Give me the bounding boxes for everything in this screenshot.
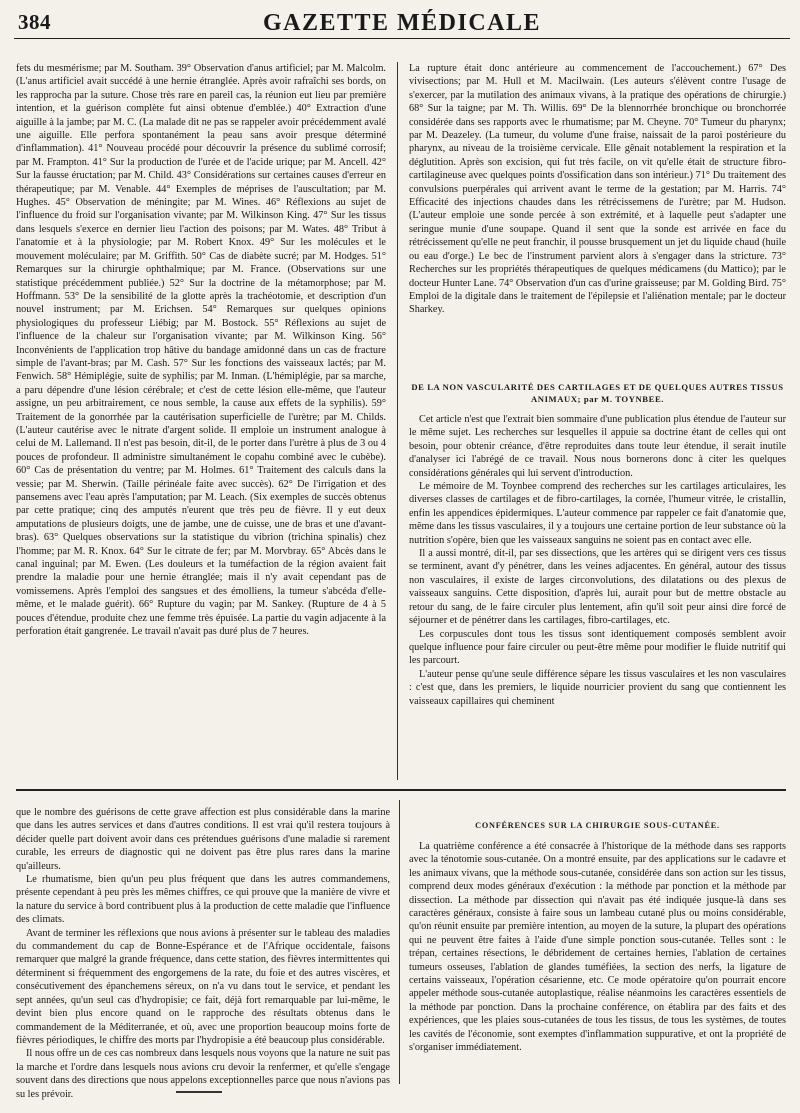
section-heading: CONFÉRENCES SUR LA CHIRURGIE SOUS-CUTANÉE.	[475, 821, 720, 830]
article-paragraph: Cet article n'est que l'extrait bien sommaire d'une publication plus étendue de l'auteur sur le même sujet. Les recherches sur lesquelles il appuie sa doctrine étant de celles qui ont besoin, pour obtenir créance, d'être reproduites dans toute leur étendue, il serait inutile d'analyser ici l'abrégé de ce travail. Nous nous bornerons donc à citer les quelques considérations générales qui lui servent d'introduction.	[409, 414, 786, 479]
horizontal-divider	[16, 789, 786, 791]
article-paragraph: La quatrième conférence a été consacrée à l'historique de la méthode dans ses rapports avec la ténotomie sous-cutanée. On a montré ensuite, par des applications sur le cadavre et les animaux vivans, que la méthode sous-cutanée, considérée dans son action sur les tissus, comprend deux modes généraux d'exécution : la méthode par ponction et la méthode par dissection. La méthode par dissection qui n'avait pas été indiquée jusque-là dans ses caractères généraux, consiste à faire sous un lambeau cutané plus ou moins considérable, qu'on réunit ensuite par première intention, au moyen de la suture, la plupart des opérations qui ne peuvent être faites à l'aide d'une simple ponction sous-cutanée. Telles sont : le trépan, certaines résections, le débridement de certaines hernies, l'ablation de certaines tumeurs osseuses, l'ablation de glandes tuméfiées, la section des nerfs, la ligature de certains vaisseaux, l'opération césarienne, etc. Ce mode opératoire qu'on pourrait encore appeler méthode sous-cutanée autoplastique, réalise néanmoins les caractères essentiels de la méthode par ponction. Dans la prochaine conférence, on établira par des faits et des expériences, que les plaies sous-cutanées de tous les tissus, de tous les systèmes, de toutes les cavités de l'économie, sont exemptes d'inflammation suppurative, et ont la propriété de s'organiser immédiatement.	[409, 841, 786, 1054]
column-divider	[399, 800, 400, 1084]
column-top-right	[409, 62, 786, 380]
article-paragraph: Les corpuscules dont tous les tissus sont identiquement composés semblent avoir quelque influence pour faire circuler ou peut-être même pour modifier le fluide nutritif qui les parcourt.	[409, 628, 786, 667]
article-paragraph: La rupture était donc antérieure au commencement de l'accouchement.) 67° Des vivisections; par M. Hull et M. Macilwain. (Les auteurs s'élèvent contre l'usage de s'exercer, par la mutilation des animaux vivans, à la pratique des opérations de chirurgie.) 68° Sur la taigne; par M. Th. Willis. 69° De la blennorrhée bronchique ou bronchorrée considérée dans ses rapports avec le rhumatisme; par M. Cheyne. 70° Tumeur du pharynx; par M. Deazeley. (La tumeur, du volume d'une fraise, naissait de la paroi postérieure du pharynx, au niveau de la troisième cervicale. Elle gênait notablement la respiration et la déglutition. Après son excision, qui fut très facile, on vit qu'elle était de structure fibro-cartilagineuse avec quelques points d'ossification dans son intérieur.) 71° Du traitement des convulsions puerpérales qui arrivent avant le terme de la gestation; par M. Harris. 74° Efficacité des injections chaudes dans les rétrécissemens de l'urètre; par M. Hudson. (L'auteur emploie une sonde percée à son extrémité, et à laquelle peut s'adapter une seringue munie d'une soupape. Quand il sent que la sonde est arrivée en face du rétrécissement qu'elle ne peut franchir, il pousse brusquement un jet du liquide chaud (huile ou eau d'orge.) Le bec de l'instrument parvient alors à s'engager dans la stricture. 73° Recherches sur les propriétés thérapeutiques de quelques médicamens (du Mattico); par le docteur Hunter Lane. 74° Observation d'un cas d'urine graisseuse; par M. Golding Bird. 75° Emploi de la digitale dans le traitement de l'épilepsie et l'aliénation mentale; par le docteur Sharkey.	[409, 63, 786, 316]
column-divider	[397, 62, 398, 780]
article-paragraph: Le rhumatisme, bien qu'un peu plus fréquent que dans les autres commandemens, présente cependant à peu près les mêmes chiffres, ce qui prouve que la manière de vivre et la nature du service à bord contribuent plus à la production de cette maladie que l'influence des climats.	[16, 874, 390, 926]
page-number: 384	[18, 10, 51, 34]
article-paragraph: que le nombre des guérisons de cette grave affection est plus considérable dans la marine que dans les autres services et dans d'autres conditions. Il est vrai qu'il restera toujours à décider quelle part doivent avoir dans ces prétendues guérisons d'une maladie si rarement curable, les erreurs de diagnostic qui ne doivent pas être plus rares dans la marine qu'ailleurs.	[16, 807, 390, 872]
article-paragraph: Avant de terminer les réflexions que nous avions à présenter sur le tableau des maladies du commandement du cap de Bonne-Espérance et de l'Afrique occidentale, faisons remarquer que malgré la grande fréquence, dans cette station, des fièvres intermittentes qui déterminent si fréquemment des engorgemens de la rate, du foie et des autres viscères, et consécutivement des épanchemens séreux, on n'a vu dans tout le service, et pendant les sept années, qu'un seul cas d'hydropisie; ce fait, déjà fort remarquable par lui-même, le devint bien plus encore quand on le rapproche des résultats obtenus dans le commandement de la Méditerranée, et où, avec une proportion beaucoup moins forte de fièvres périodiques, le chiffre des morts par l'hydropisie a été beaucoup plus considérable.	[16, 927, 390, 1046]
column-right-middle	[409, 413, 786, 777]
article-paragraph: Il a aussi montré, dit-il, par ses dissections, que les artères qui se dirigent vers ces tissus se terminent, avant d'y pénétrer, dans les veines adjacentes. En général, autour des tissus non vasculaires, il existe de larges circonvolutions, des dilatations ou des plexus de vaisseaux sanguins. Cette disposition, d'après lui, aurait pour but de mettre obstacle au retour du sang, de le faire circuler plus lentement, afin qu'il soit peur ainsi dire forcé de séjourner et de pénétrer dans les cartilages, fibro-cartilages, etc.	[409, 548, 786, 627]
masthead-title: GAZETTE MÉDICALE	[262, 9, 542, 36]
column-bottom-left	[16, 806, 390, 1100]
column-top-left	[16, 62, 386, 777]
section-heading: DE LA NON VASCULARITÉ DES CARTILAGES ET DE QUELQUES AUTRES TISSUS ANIMAUX; par M. TOYNBEE.	[411, 382, 784, 404]
article-paragraph: fets du mesmérisme; par M. Southam. 39° Observation d'anus artificiel; par M. Malcolm. (L'anus artificiel avait succédé à une hernie étranglée. Après avoir rafraîchi ses bords, on les rapprocha par la suture. Chose très rare en pareil cas, la réunion eut lieu par première intention, et la guérison complète fut ainsi obtenue d'emblée.) 40° Extraction d'une aiguille à la jambe; par M. C. (La malade dit ne pas se rappeler avoir précédemment avalé une aiguille. Elle perfora spontanément la peau sans avoir presque déterminé d'inflammation). 41° Nouveau procédé pour découvrir la présence du sublimé corrosif; par M. Frampton. 41° Sur la production de l'urée et de l'acide urique; par M. Ancell. 42° Sur la fausse éructation; par M. Child. 43° Considérations sur certaines causes d'erreur en thérapeutique; par M. Venable. 44° Exemples de méprises de l'auscultation; par M. Hughes. 45° Observation de méningite; par M. Wines. 46° Réflexions au sujet de l'influence du froid sur l'organisation vivante; par M. Wilkinson King. 47° Sur les tissus dans lesquels s'exerce en dernier lieu l'action des poisons; par M. Wates. 48° Tribut à l'anatomie et à la physiologie; par M. Robert Knox. 49° Sur les molécules et le mouvement moléculaire; par M. Griffith. 50° Cas de diabète sucré; par M. Hodges. 51° Remarques sur la chirurgie ophthalmique; par M. France. (Observations sur une statistique précédemment publiée.) 52° Sur la doctrine de la métamorphose; par M. Hoffmann. 53° De la sensibilité de la glotte après la trachéotomie, et description d'un nouvel instrument; par M. Erichsen. 54° Remarques sur quelques opinions physiologiques du professeur Liébig; par M. Bostock. 55° Réflexions au sujet de l'influence de la chaleur sur l'organisation vivante; par M. Wilkinson King. 56° Inconvénients de l'application trop hâtive du bandage amidonné dans un cas de fracture simple de l'avant-bras; par M. Cash. 57° Sur les fonctions des vaisseaux lactés; par M. Fenwich. 58° Hémiplégie, suite de syphilis; par M. Inman. (L'hémiplégie, par sa marche, a paru dépendre d'une lésion cérébrale; et c'est de cette lésion elle-même, que l'auteur assigne, un peu arbitrairement, ce nous semble, la cause aux effets de la syphilis). 59° Traitement de la gonorrhée par la cautérisation superficielle de l'urètre; par M. Childs. (L'auteur cautérise avec le nitrate d'argent solide. Il emploie un instrument analogue à celui de M. Lallemand. Il n'est pas besoin, dit-il, de le porter dans l'urètre à plus de 3 ou 4 pouces de profondeur. Il administre simultanément le copahu combiné avec le cubèbe). 60° Cas de présentation du ventre; par M. Holmes. 61° Traitement des calculs dans la vessie; par M. Sherwin. (Taille périnéale faite avec succès). 62° De l'irrigation et des pansemens avec l'eau après l'amputation; par M. Leach. (Six exemples de succès obtenus par cette pratique; cinq des amputés n'eurent que très peu de fièvre. Il y eut deux amputations de plusieurs doigts, une de jambe, une de cuisse, une de bras et une d'avant-bras). 63° Quelques observations sur la statistique du vibrion (trichina spinalis) chez l'homme; par M. R. Knox. 64° Sur le citrate de fer; par M. Morvbray. 65° Abcès dans le canal inguinal; par M. Ewen. (Les douleurs et la tuméfaction de la région avaient fait prendre la maladie pour une hernie étranglée; mais il n'y avait cependant pas de vomissemens. Après l'emploi des sangsues et des émolliens, la tumeur s'abcéda d'elle-même, et le malade guérit). 66° Rupture du vagin; par M. Sankey. (Rupture de 4 à 5 pouces d'étendue, produite chez une femme très épuisée. La partie du vagin adjacente à la perforation était gangrenée. Le travail n'avait pas duré plus de 7 heures.	[16, 63, 386, 638]
end-rule	[176, 1091, 222, 1093]
article-paragraph: Il nous offre un de ces cas nombreux dans lesquels nous voyons que la nature ne suit pas la marche et l'ordre dans lesquels nous avions cru devoir la renfermer, et qu'elle s'engage souvent dans des directions que nous appelons exceptionnelles parce que nous n'avions pas su les prévoir.	[16, 1048, 390, 1100]
column-bottom-right	[409, 840, 786, 1080]
article-paragraph: Le mémoire de M. Toynbee comprend des recherches sur les cartilages articulaires, les diverses classes de cartilages et de fibro-cartilages, la cornée, l'humeur vitrée, le cristallin, enfin les appendices épidermiques. L'auteur commence par rappeler ce fait d'anatomie que, même dans les tissus vasculaires, il y a toujours une certaine portion de leur substance où la nutrition s'opère, bien que les vaisseaux sanguins ne soient pas en contact avec elle.	[409, 481, 786, 546]
page-header	[14, 8, 790, 39]
article-paragraph: L'auteur pense qu'une seule différence sépare les tissus vasculaires et les non vasculaires : c'est que, dans les premiers, le liquide nourricier provient du sang que contiennent les vaisseaux capillaires qui cheminent	[409, 668, 786, 707]
